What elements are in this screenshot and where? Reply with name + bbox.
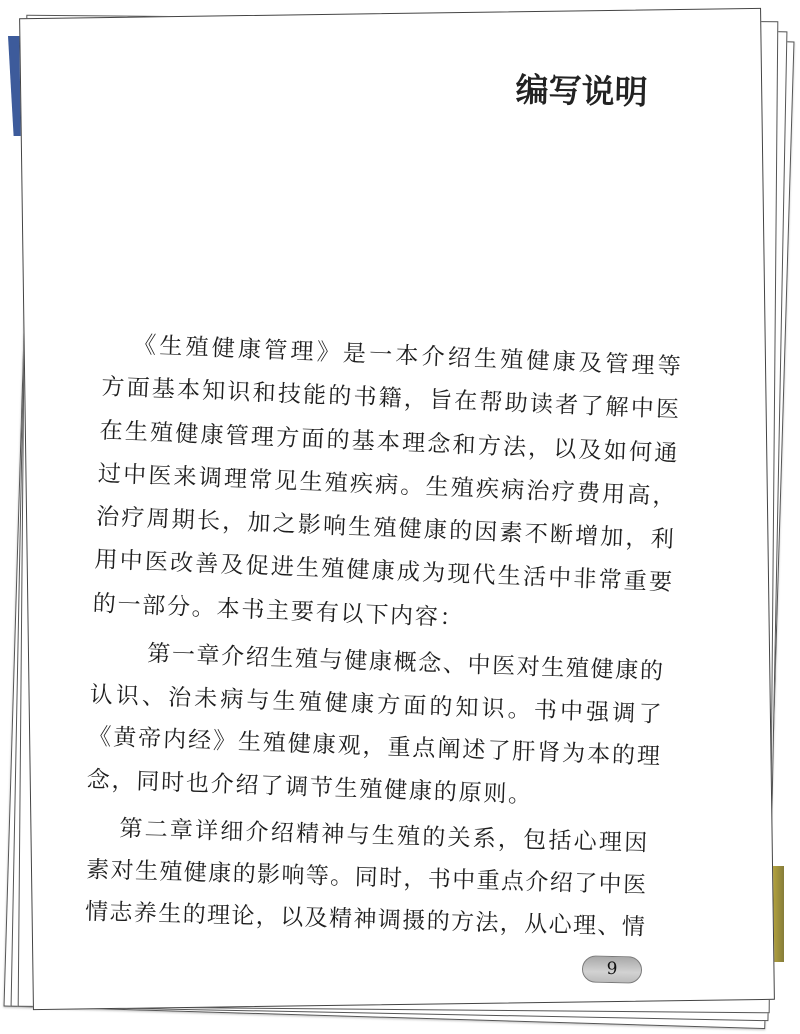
paragraph-intro bbox=[92, 323, 682, 649]
text-line: 方面基本知识和技能的书籍，旨在帮助读者了解中医 bbox=[100, 374, 680, 424]
text-line: 治疗周期长，加之影响生殖健康的因素不断增加，利 bbox=[95, 504, 675, 554]
text-line: 用中医改善及促进生殖健康成为现代生活中非常重要 bbox=[93, 547, 673, 597]
text-line: 的一部分。本书主要有以下内容： bbox=[92, 590, 465, 632]
text-line: 第一章介绍生殖与健康概念、中医对生殖健康的 bbox=[146, 640, 664, 685]
text-line: 情志养生的理论，以及精神调摄的方法，从心理、情 bbox=[84, 898, 646, 941]
text-line: 认识、治未病与生殖健康方面的知识。书中强调了 bbox=[89, 681, 662, 728]
page-title: 编写说明 bbox=[515, 70, 648, 112]
text-line: 《黄帝内经》生殖健康观，重点阐述了肝肾为本的理 bbox=[87, 724, 661, 771]
paragraph-chapter-1 bbox=[86, 631, 664, 822]
page-number-badge bbox=[582, 955, 643, 983]
page-number: 9 bbox=[606, 958, 618, 980]
text-line: 在生殖健康管理方面的基本理念和方法，以及如何通 bbox=[99, 417, 678, 467]
text-line: 《生殖健康管理》是一本介绍生殖健康及管理等 bbox=[132, 332, 682, 381]
text-line: 素对生殖健康的影响等。同时，书中重点介绍了中医 bbox=[85, 856, 647, 899]
paragraph-chapter-2 bbox=[84, 807, 647, 949]
text-line: 念，同时也介绍了调节生殖健康的原则。 bbox=[86, 766, 534, 809]
text-line: 第二章详细介绍精神与生殖的关系，包括心理因 bbox=[119, 815, 648, 857]
text-line: 过中医来调理常见生殖疾病。生殖疾病治疗费用高， bbox=[97, 460, 677, 510]
